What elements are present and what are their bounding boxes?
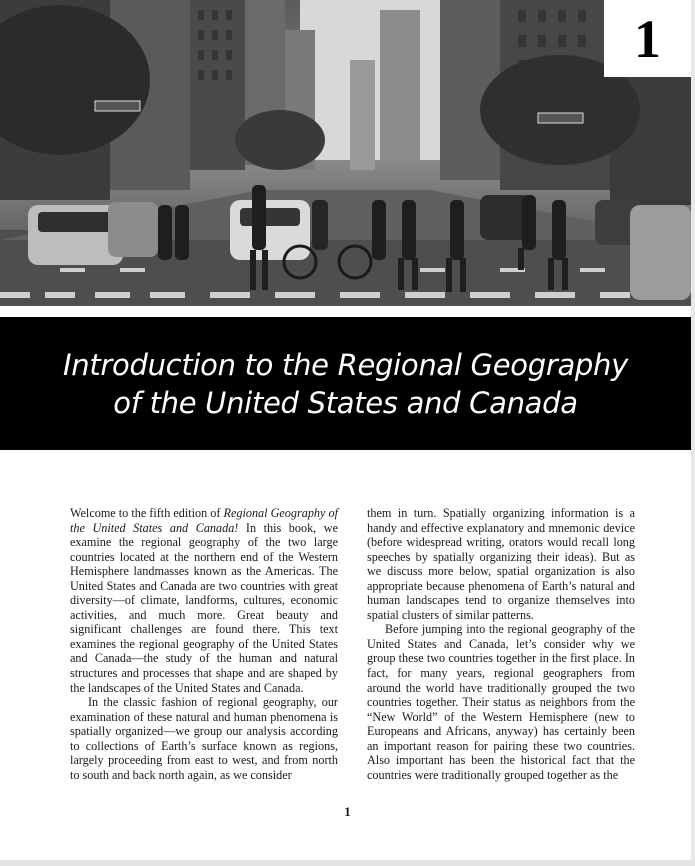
photo-divider <box>0 306 691 317</box>
chapter-title-line-1: Introduction to the Regional Geography <box>63 347 628 382</box>
city-street-photo <box>0 0 691 306</box>
chapter-title-line-2: of the United States and Canada <box>113 385 578 420</box>
paragraph-text: In this book, we examine the regional geography of the two large countries located at the northern end of the Western Hemisphere landmasses known as the Americas. The United States and Canada are two countries with great diversity—of climate, landforms, cultures, economic activities, and much more. Great beauty and significant challenges are found there. This text examines the regional geography of the United States and Canada—the study of the human and natural structures and processes that shape and are shaped by the landscapes of the United States and Canada. <box>70 520 338 695</box>
street-scene-icon <box>0 0 691 306</box>
paragraph: them in turn. Spatially organizing information is a handy and effective explanatory and mnemonic device (before widespread writing, orators would recall long speeches by spatially organizing their ideas). But as we discuss more below, spatial organization is also appropriate because phenomena of Earth’s natural and human landscapes tend to organize themselves into spatial clusters of similar patterns. <box>367 506 635 622</box>
paragraph: Before jumping into the regional geography of the United States and Canada, let’s consider why we group these two countries together in the first place. In fact, for many years, regional geographers from around the world have traditionally grouped the two countries together. Their status as neighbors from the “New World” of the Western Hemisphere (new to Europeans and Africans, anyway) has certainly been an important reason for pairing these two countries. Also important has been the historical fact that the countries were traditionally grouped together as the <box>367 622 635 782</box>
chapter-title-band <box>0 317 691 450</box>
paragraph <box>70 506 338 695</box>
body-column-right <box>367 506 635 782</box>
page-edge <box>691 0 695 866</box>
body-column-left <box>70 506 338 782</box>
page-number: 1 <box>344 804 351 819</box>
page-edge <box>0 860 695 866</box>
paragraph: In the classic fashion of regional geography, our examination of these natural and human phenomena is spatially organized—we group our analysis according to collections of Earth’s surface known as regions, largely proceeding from east to west, and from north to south and back north again, as we consider <box>70 695 338 782</box>
chapter-number: 1 <box>634 8 661 69</box>
chapter-number-box <box>604 0 691 77</box>
book-title-italic: Regional Geography of the United States and Canada! <box>70 506 338 535</box>
paragraph-text: Welcome to the fifth edition of <box>70 506 224 520</box>
